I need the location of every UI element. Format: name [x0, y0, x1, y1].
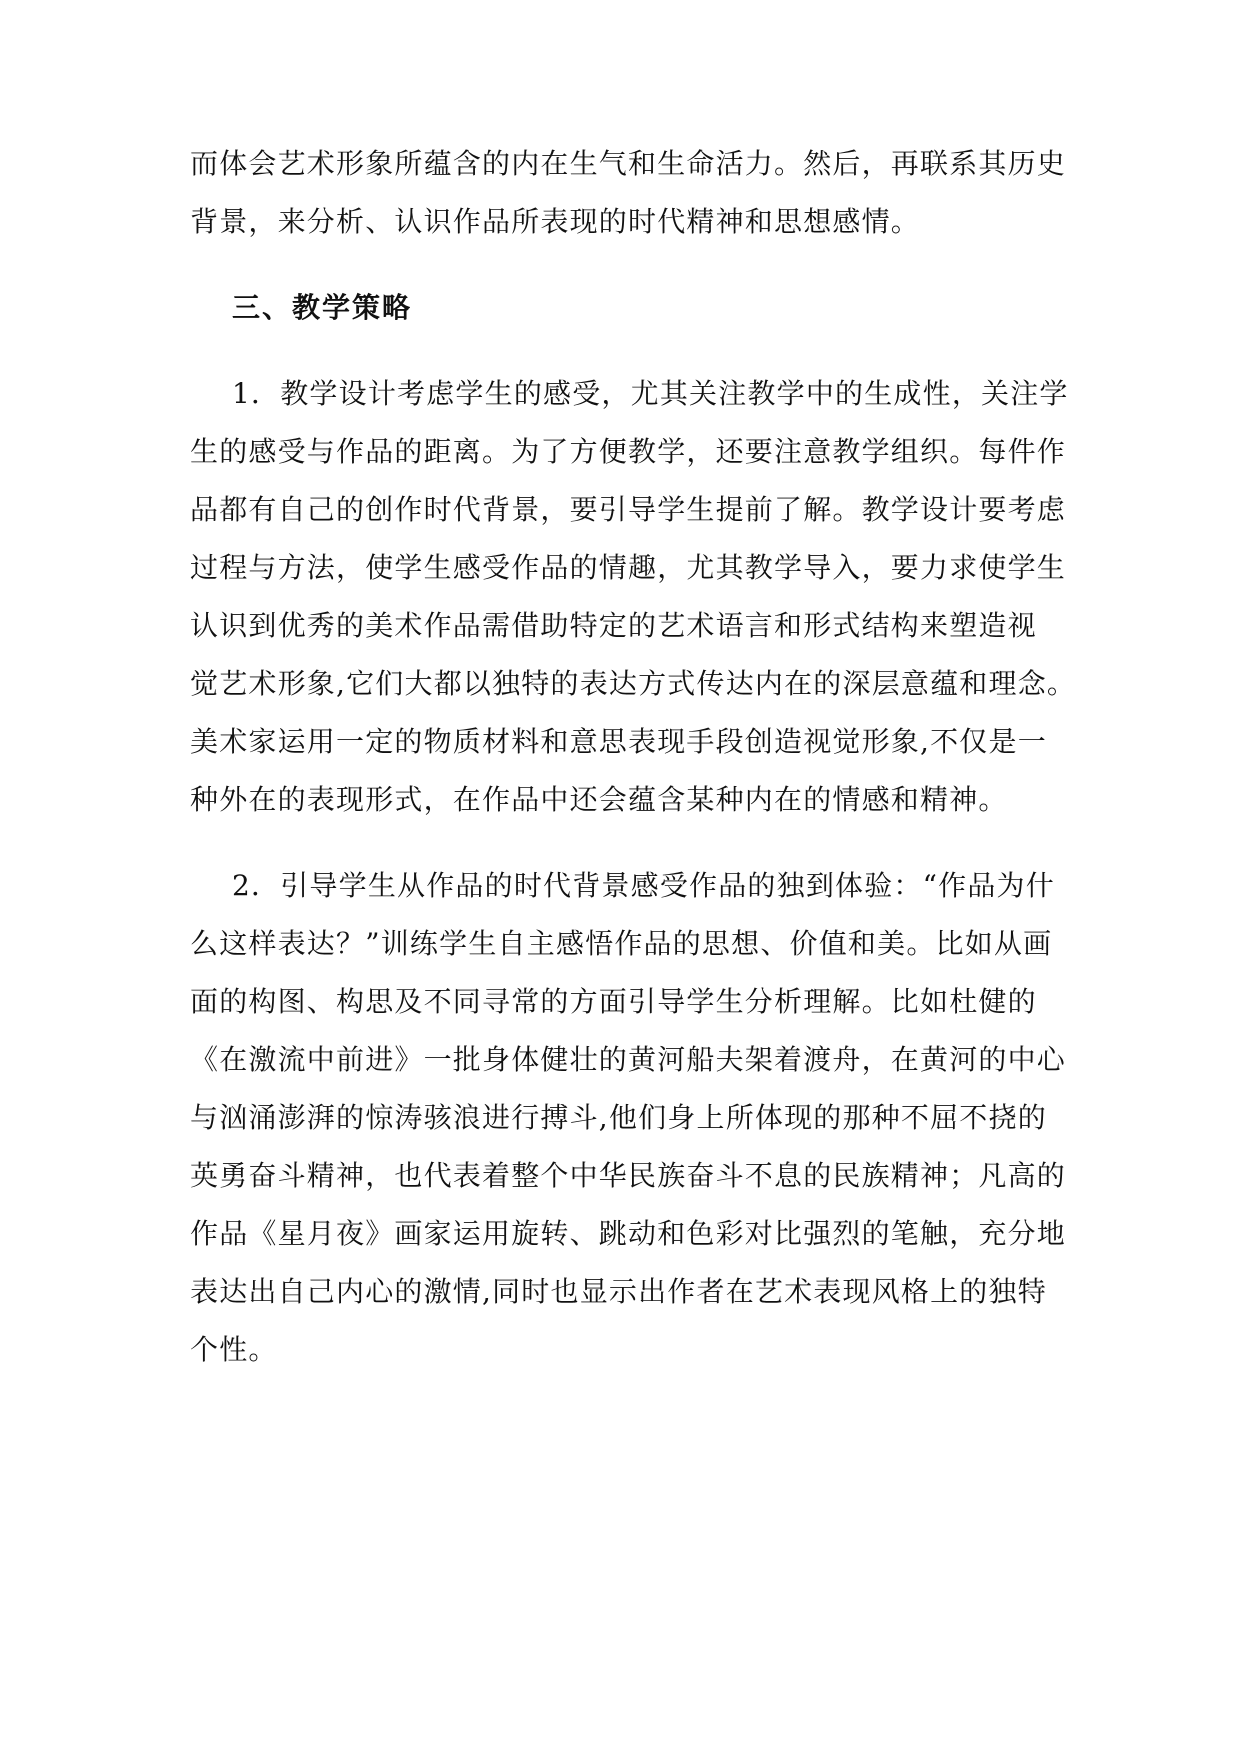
- text-line: 与汹涌澎湃的惊涛骇浪进行搏斗,他们身上所体现的那种不屈不挠的: [190, 1101, 1047, 1134]
- text-line: 美术家运用一定的物质材料和意思表现手段创造视觉形象,不仅是一: [190, 725, 1047, 758]
- text-line: 英勇奋斗精神，也代表着整个中华民族奋斗不息的民族精神；凡高的: [190, 1159, 1067, 1192]
- text-line: 个性。: [190, 1333, 278, 1366]
- text-line: 面的构图、构思及不同寻常的方面引导学生分析理解。比如杜健的: [190, 985, 1037, 1018]
- text-line: 觉艺术形象,它们大都以独特的表达方式传达内在的深层意蕴和理念。: [190, 667, 1077, 700]
- section-heading: 三、教学策略: [232, 291, 413, 324]
- text-line: 认识到优秀的美术作品需借助特定的艺术语言和形式结构来塑造视: [190, 609, 1037, 642]
- paragraph-1-first-line: 1．教学设计考虑学生的感受，尤其关注教学中的生成性，关注学: [232, 377, 1069, 410]
- text-line: 背景，来分析、认识作品所表现的时代精神和思想感情。: [190, 205, 921, 238]
- text-line: 生的感受与作品的距离。为了方便教学，还要注意教学组织。每件作: [190, 435, 1067, 468]
- text-line: 品都有自己的创作时代背景，要引导学生提前了解。教学设计要考虑: [190, 493, 1067, 526]
- text-line: 表达出自己内心的激情,同时也显示出作者在艺术表现风格上的独特: [190, 1275, 1047, 1308]
- text-line: 《在激流中前进》一批身体健壮的黄河船夫架着渡舟，在黄河的中心: [190, 1043, 1067, 1076]
- text-line: 作品《星月夜》画家运用旋转、跳动和色彩对比强烈的笔触，充分地: [190, 1217, 1067, 1250]
- text-line: 种外在的表现形式，在作品中还会蕴含某种内在的情感和精神。: [190, 783, 1008, 816]
- text-line: 过程与方法，使学生感受作品的情趣，尤其教学导入，要力求使学生: [190, 551, 1067, 584]
- text-line: 而体会艺术形象所蕴含的内在生气和生命活力。然后，再联系其历史: [190, 147, 1067, 180]
- paragraph-2-first-line: 2．引导学生从作品的时代背景感受作品的独到体验：“作品为什: [232, 869, 1055, 902]
- text-line: 么这样表达？”训练学生自主感悟作品的思想、价值和美。比如从画: [190, 927, 1053, 960]
